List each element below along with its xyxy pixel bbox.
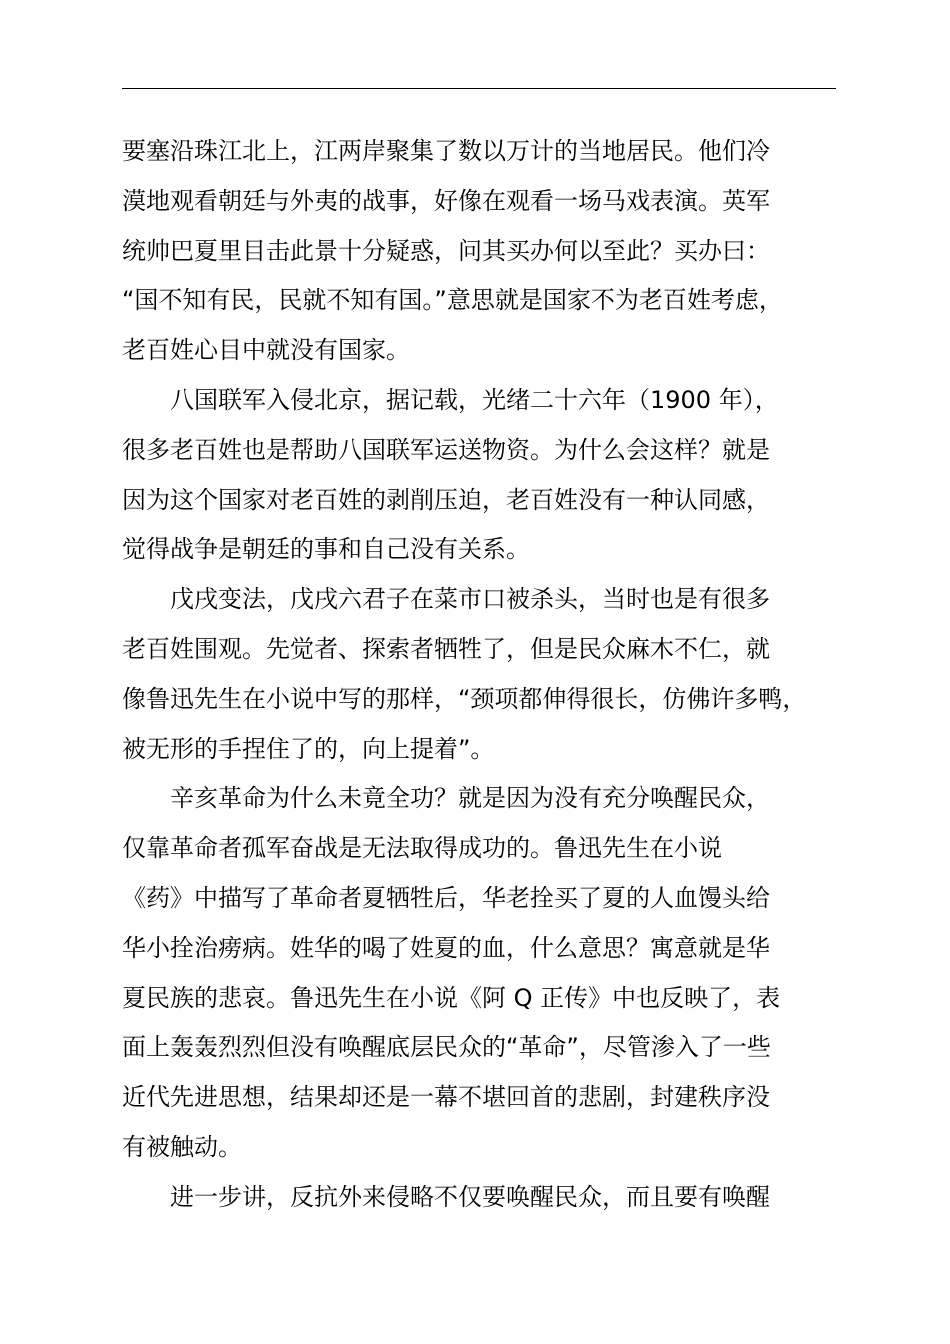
text-line: 觉得战争是朝廷的事和自己没有关系。 bbox=[122, 535, 530, 564]
text-line: 要塞沿珠江北上，江两岸聚集了数以万计的当地居民。他们冷 bbox=[122, 137, 770, 165]
text-line: 被无形的手捏住了的，向上提着”。 bbox=[122, 734, 495, 763]
body-text bbox=[122, 127, 862, 1223]
text-line: 夏民族的悲哀。鲁迅先生在小说《阿 Q 正传》中也反映了，表 bbox=[122, 983, 781, 1012]
text-line: 因为这个国家对老百姓的剥削压迫，老百姓没有一种认同感， bbox=[122, 485, 770, 514]
text-line: 很多老百姓也是帮助八国联军运送物资。为什么会这样？就是 bbox=[122, 435, 770, 464]
text-line: 老百姓心目中就没有国家。 bbox=[122, 336, 410, 365]
text-line: 面上轰轰烈烈但没有唤醒底层民众的“革命”，尽管渗入了一些 bbox=[122, 1033, 771, 1062]
text-line: 漠地观看朝廷与外夷的战事，好像在观看一场马戏表演。英军 bbox=[122, 186, 770, 215]
text-line: 《药》中描写了革命者夏牺牲后，华老拴买了夏的人血馒头给 bbox=[122, 883, 770, 912]
text-line: 进一步讲，反抗外来侵略不仅要唤醒民众，而且要有唤醒 bbox=[170, 1182, 770, 1211]
text-line: 戊戌变法，戊戌六君子在菜市口被杀头，当时也是有很多 bbox=[170, 585, 770, 614]
text-line: 统帅巴夏里目击此景十分疑惑，问其买办何以至此？买办曰： bbox=[122, 236, 770, 265]
header-rule bbox=[122, 88, 836, 89]
text-line: 近代先进思想，结果却还是一幕不堪回首的悲剧，封建秩序没 bbox=[122, 1083, 770, 1112]
text-line: 仅靠革命者孤军奋战是无法取得成功的。鲁迅先生在小说 bbox=[122, 834, 722, 863]
text-line: “国不知有民，民就不知有国。”意思就是国家不为老百姓考虑， bbox=[122, 286, 783, 315]
text-line: 八国联军入侵北京，据记载，光绪二十六年（1900 年）， bbox=[170, 385, 779, 414]
text-line: 辛亥革命为什么未竟全功？就是因为没有充分唤醒民众， bbox=[170, 784, 770, 813]
text-line: 有被触动。 bbox=[122, 1132, 242, 1161]
text-line: 像鲁迅先生在小说中写的那样，“颈项都伸得很长，仿佛许多鸭， bbox=[122, 684, 807, 713]
text-line: 华小拴治痨病。姓华的喝了姓夏的血，什么意思？寓意就是华 bbox=[122, 933, 770, 962]
text-line: 老百姓围观。先觉者、探索者牺牲了，但是民众麻木不仁，就 bbox=[122, 634, 770, 663]
